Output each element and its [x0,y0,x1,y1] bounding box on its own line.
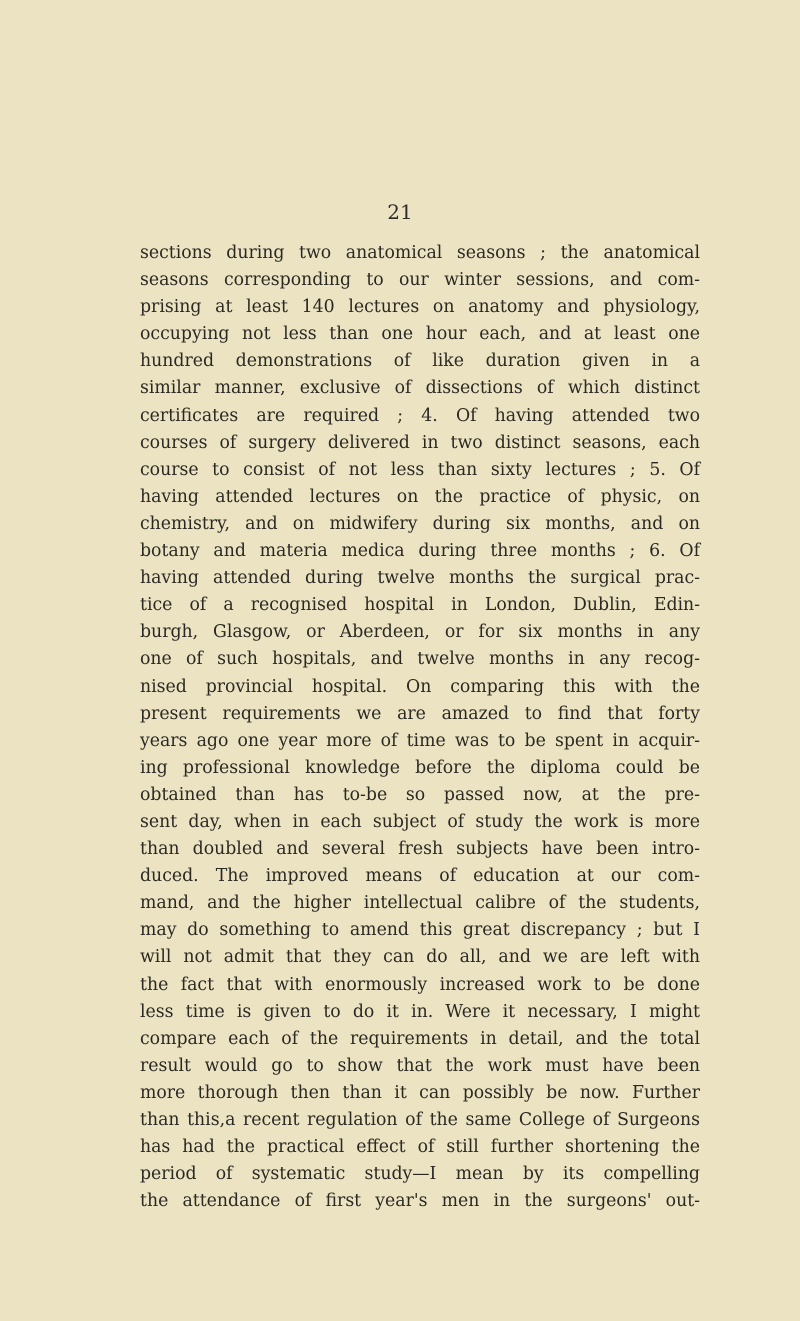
text-line: the attendance of first year's men in the surgeons' out- [140,1191,700,1212]
text-line: may do something to amend this great discrepancy ; but I [140,920,700,941]
text-line: having attended during twelve months the surgical prac- [140,568,700,589]
body-text [140,240,700,1215]
text-line: the fact that with enormously increased work to be done [140,974,700,995]
text-line: duced. The improved means of education at our com- [140,866,700,887]
text-line: ing professional knowledge before the diploma could be [140,757,700,778]
text-line: seasons corresponding to our winter sessions, and com- [140,270,700,291]
text-line: result would go to show that the work must have been [140,1055,700,1076]
text-line: occupying not less than one hour each, and at least one [140,324,700,345]
page-number: 21 [387,200,413,224]
text-line: botany and materia medica during three months ; 6. Of [140,541,700,562]
text-line: burgh, Glasgow, or Aberdeen, or for six months in any [140,622,700,643]
text-line: hundred demonstrations of like duration given in a [140,351,700,372]
text-line: courses of surgery delivered in two distinct seasons, each [140,432,700,453]
text-line: mand, and the higher intellectual calibre of the students, [140,893,700,914]
text-line: than doubled and several fresh subjects have been intro- [140,839,700,860]
text-line: certificates are required ; 4. Of having attended two [140,405,700,426]
text-line: present requirements we are amazed to find that forty [140,703,700,724]
text-line: course to consist of not less than sixty lectures ; 5. Of [140,459,700,480]
text-line: tice of a recognised hospital in London, Dublin, Edin- [140,595,700,616]
text-line: period of systematic study—I mean by its compelling [140,1164,700,1185]
text-line: years ago one year more of time was to be spent in acquir- [140,730,700,751]
text-line: one of such hospitals, and twelve months in any recog- [140,649,700,670]
text-line: obtained than has to-be so passed now, at the pre- [140,784,700,805]
text-line: chemistry, and on midwifery during six months, and on [140,513,700,534]
text-line: similar manner, exclusive of dissections of which distinct [140,378,700,399]
text-line: more thorough then than it can possibly be now. Further [140,1082,700,1103]
text-line: nised provincial hospital. On comparing this with the [140,676,700,697]
text-line: will not admit that they can do all, and we are left with [140,947,700,968]
text-line: has had the practical effect of still further shortening the [140,1137,700,1158]
text-line: prising at least 140 lectures on anatomy and physiology, [140,297,700,318]
text-line: compare each of the requirements in detail, and the total [140,1028,700,1049]
text-line: less time is given to do it in. Were it necessary, I might [140,1001,700,1022]
text-line: having attended lectures on the practice of physic, on [140,486,700,507]
text-line: than this,a recent regulation of the same College of Surgeons [140,1110,700,1130]
text-line: sections during two anatomical seasons ; the anatomical [140,243,700,263]
text-line: sent day, when in each subject of study the work is more [140,811,700,832]
